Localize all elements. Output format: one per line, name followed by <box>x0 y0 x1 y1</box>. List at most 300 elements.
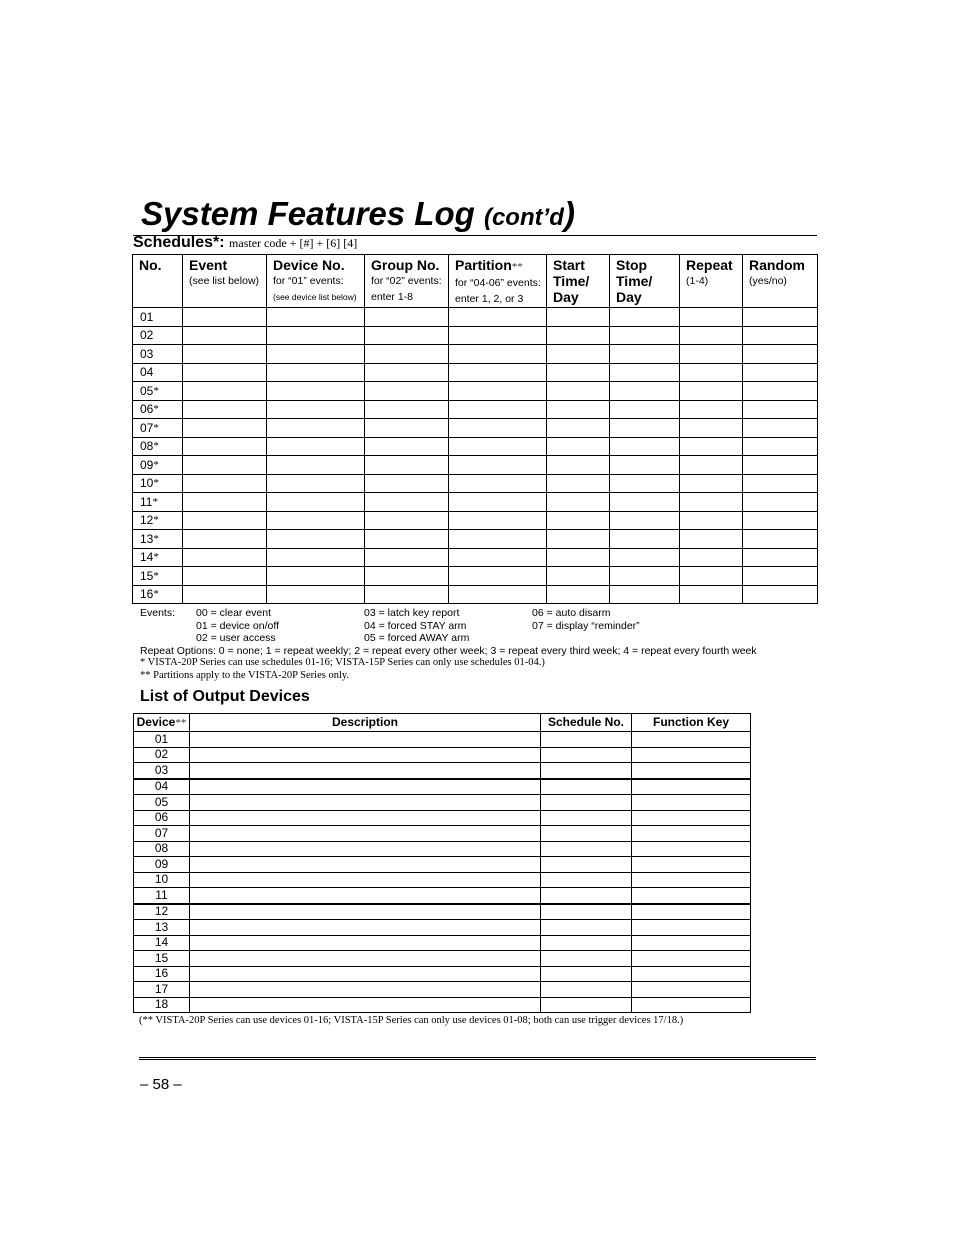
schedule-asterisk: * <box>153 551 159 564</box>
output-blank-cell <box>541 997 632 1013</box>
schedule-blank-cell <box>547 400 610 419</box>
schedule-blank-cell <box>183 419 267 438</box>
schedule-blank-cell <box>610 474 680 493</box>
output-blank-cell <box>541 951 632 967</box>
output-device-row <box>134 732 751 748</box>
output-blank-cell <box>541 763 632 779</box>
schedule-blank-cell <box>449 474 547 493</box>
schedule-blank-cell <box>267 493 365 512</box>
output-devices-title: List of Output Devices <box>140 688 310 705</box>
output-blank-cell <box>541 888 632 904</box>
schedule-blank-cell <box>680 511 743 530</box>
schedule-asterisk: * <box>153 588 159 601</box>
output-blank-cell <box>541 732 632 748</box>
event-item: 01 = device on/off <box>196 619 279 632</box>
schedule-row <box>133 511 818 530</box>
schedule-blank-cell <box>743 493 818 512</box>
output-blank-cell <box>190 732 541 748</box>
schedule-number: 08 <box>140 439 154 454</box>
col-start-time: Start Time/ Day <box>547 255 610 308</box>
schedule-blank-cell <box>267 419 365 438</box>
schedule-asterisk: * <box>153 569 159 582</box>
output-blank-cell <box>632 747 751 763</box>
schedule-blank-cell <box>183 567 267 586</box>
schedule-blank-cell <box>365 400 449 419</box>
schedule-blank-cell <box>547 308 610 327</box>
schedule-no-cell <box>133 456 183 475</box>
repeat-options: Repeat Options: 0 = none; 1 = repeat weekly; 2 = repeat every other week; 3 = repeat every third week; 4 = repeat every fourth week <box>140 644 757 657</box>
schedule-blank-cell <box>610 363 680 382</box>
output-blank-cell <box>190 997 541 1013</box>
schedule-blank-cell <box>449 493 547 512</box>
schedule-blank-cell <box>680 363 743 382</box>
output-device-row <box>134 795 751 811</box>
output-blank-cell <box>632 904 751 920</box>
schedule-number: 14 <box>140 550 154 565</box>
schedule-no-cell <box>133 511 183 530</box>
output-blank-cell <box>190 920 541 936</box>
output-blank-cell <box>632 951 751 967</box>
device-number: 11 <box>134 888 190 904</box>
schedule-blank-cell <box>183 308 267 327</box>
schedule-no-cell <box>133 308 183 327</box>
output-device-row <box>134 982 751 998</box>
output-blank-cell <box>190 951 541 967</box>
schedule-blank-cell <box>680 530 743 549</box>
schedule-no-cell <box>133 382 183 401</box>
device-number: 01 <box>134 732 190 748</box>
schedule-blank-cell <box>449 419 547 438</box>
schedule-blank-cell <box>449 345 547 364</box>
schedule-blank-cell <box>547 437 610 456</box>
output-blank-cell <box>632 779 751 795</box>
schedule-number: 13 <box>140 531 154 546</box>
schedule-blank-cell <box>547 530 610 549</box>
schedule-blank-cell <box>547 345 610 364</box>
schedule-asterisk: * <box>153 532 159 545</box>
schedule-blank-cell <box>680 437 743 456</box>
event-item: 03 = latch key report <box>364 607 460 619</box>
schedule-blank-cell <box>610 567 680 586</box>
schedule-blank-cell <box>547 456 610 475</box>
output-blank-cell <box>541 966 632 982</box>
device-number: 13 <box>134 920 190 936</box>
schedule-blank-cell <box>743 308 818 327</box>
output-blank-cell <box>632 763 751 779</box>
schedule-blank-cell <box>267 567 365 586</box>
output-device-row <box>134 857 751 873</box>
schedules-legend <box>140 607 820 682</box>
schedule-no-cell <box>133 530 183 549</box>
schedule-number: 02 <box>140 328 154 343</box>
schedule-number: 12 <box>140 513 154 528</box>
schedule-row <box>133 567 818 586</box>
schedule-blank-cell <box>365 437 449 456</box>
schedule-blank-cell <box>743 419 818 438</box>
output-blank-cell <box>190 841 541 857</box>
output-blank-cell <box>632 810 751 826</box>
output-blank-cell <box>190 904 541 920</box>
device-number: 07 <box>134 826 190 842</box>
schedule-row <box>133 437 818 456</box>
partition-note: ** Partitions apply to the VISTA-20P Series only. <box>140 669 350 681</box>
schedule-blank-cell <box>610 419 680 438</box>
output-device-row <box>134 935 751 951</box>
schedule-blank-cell <box>365 326 449 345</box>
schedule-blank-cell <box>547 493 610 512</box>
output-blank-cell <box>190 888 541 904</box>
schedule-no-cell <box>133 419 183 438</box>
schedule-blank-cell <box>743 437 818 456</box>
output-blank-cell <box>541 982 632 998</box>
output-blank-cell <box>632 935 751 951</box>
output-header-row <box>134 714 751 732</box>
output-device-row <box>134 904 751 920</box>
output-blank-cell <box>632 888 751 904</box>
schedule-blank-cell <box>449 400 547 419</box>
schedule-number: 09 <box>140 457 154 472</box>
schedule-blank-cell <box>680 548 743 567</box>
output-blank-cell <box>541 857 632 873</box>
device-number: 17 <box>134 982 190 998</box>
schedule-blank-cell <box>449 308 547 327</box>
output-blank-cell <box>190 857 541 873</box>
schedule-row <box>133 382 818 401</box>
schedule-blank-cell <box>743 474 818 493</box>
output-blank-cell <box>541 795 632 811</box>
output-blank-cell <box>541 872 632 888</box>
events-label: Events: <box>140 607 176 619</box>
schedule-blank-cell <box>610 530 680 549</box>
schedule-asterisk: * <box>153 384 159 397</box>
schedule-blank-cell <box>183 548 267 567</box>
schedule-no-cell <box>133 548 183 567</box>
schedule-blank-cell <box>610 326 680 345</box>
schedule-blank-cell <box>449 511 547 530</box>
output-blank-cell <box>190 826 541 842</box>
schedule-blank-cell <box>610 456 680 475</box>
schedule-blank-cell <box>610 511 680 530</box>
output-device-row <box>134 872 751 888</box>
output-blank-cell <box>632 826 751 842</box>
schedule-no-cell <box>133 437 183 456</box>
col-device: Device** <box>134 714 190 732</box>
schedule-blank-cell <box>743 530 818 549</box>
output-blank-cell <box>632 997 751 1013</box>
device-number: 10 <box>134 872 190 888</box>
schedule-blank-cell <box>365 493 449 512</box>
schedule-asterisk: * <box>153 514 159 527</box>
schedule-blank-cell <box>267 585 365 604</box>
schedule-number: 01 <box>140 309 154 324</box>
device-number: 03 <box>134 763 190 779</box>
output-blank-cell <box>541 920 632 936</box>
title-suffix: (cont’d <box>483 204 564 231</box>
device-number: 06 <box>134 810 190 826</box>
schedule-row <box>133 456 818 475</box>
schedule-blank-cell <box>610 437 680 456</box>
output-blank-cell <box>541 747 632 763</box>
schedule-blank-cell <box>743 363 818 382</box>
output-devices-table <box>133 713 751 1013</box>
schedule-blank-cell <box>267 511 365 530</box>
schedule-number: 11 <box>140 494 153 509</box>
output-blank-cell <box>632 920 751 936</box>
schedule-blank-cell <box>267 437 365 456</box>
schedule-row <box>133 548 818 567</box>
schedule-blank-cell <box>365 345 449 364</box>
schedule-blank-cell <box>365 419 449 438</box>
output-device-row <box>134 997 751 1013</box>
device-number: 15 <box>134 951 190 967</box>
schedule-blank-cell <box>610 400 680 419</box>
schedule-blank-cell <box>365 585 449 604</box>
output-blank-cell <box>190 763 541 779</box>
schedule-blank-cell <box>183 530 267 549</box>
schedule-blank-cell <box>449 548 547 567</box>
schedule-blank-cell <box>680 326 743 345</box>
event-item: 06 = auto disarm <box>532 607 611 619</box>
schedule-number: 03 <box>140 346 154 361</box>
schedule-blank-cell <box>547 511 610 530</box>
schedule-blank-cell <box>547 382 610 401</box>
title-close: ) <box>563 195 575 232</box>
schedules-code: master code + [#] + [6] [4] <box>229 236 358 250</box>
event-item: 05 = forced AWAY arm <box>364 632 470 644</box>
schedule-blank-cell <box>743 548 818 567</box>
schedule-blank-cell <box>547 548 610 567</box>
event-item: 04 = forced STAY arm <box>364 619 467 632</box>
schedule-blank-cell <box>267 474 365 493</box>
schedule-blank-cell <box>267 345 365 364</box>
schedule-no-cell <box>133 567 183 586</box>
schedule-row <box>133 474 818 493</box>
schedule-blank-cell <box>267 326 365 345</box>
schedule-blank-cell <box>449 585 547 604</box>
events-list <box>140 607 820 645</box>
schedule-blank-cell <box>743 400 818 419</box>
schedule-blank-cell <box>449 530 547 549</box>
col-no: No. <box>133 255 183 308</box>
schedule-number: 07 <box>140 420 154 435</box>
output-blank-cell <box>541 826 632 842</box>
schedule-blank-cell <box>183 400 267 419</box>
schedule-blank-cell <box>743 585 818 604</box>
device-number: 12 <box>134 904 190 920</box>
output-blank-cell <box>190 966 541 982</box>
schedule-blank-cell <box>365 567 449 586</box>
schedule-blank-cell <box>183 456 267 475</box>
output-blank-cell <box>190 747 541 763</box>
col-group-no: Group No. for “02” events: enter 1-8 <box>365 255 449 308</box>
schedule-blank-cell <box>680 585 743 604</box>
col-device-no: Device No. for “01” events: (see device list below) <box>267 255 365 308</box>
col-stop-time: Stop Time/ Day <box>610 255 680 308</box>
schedule-number: 05 <box>140 383 154 398</box>
schedule-row <box>133 326 818 345</box>
schedule-blank-cell <box>680 567 743 586</box>
col-function-key: Function Key <box>632 714 751 732</box>
schedule-blank-cell <box>743 345 818 364</box>
schedules-table <box>132 254 818 604</box>
device-number: 09 <box>134 857 190 873</box>
schedule-number: 15 <box>140 568 154 583</box>
schedule-blank-cell <box>267 363 365 382</box>
output-blank-cell <box>632 966 751 982</box>
output-blank-cell <box>190 935 541 951</box>
output-device-row <box>134 920 751 936</box>
output-device-row <box>134 966 751 982</box>
schedule-row <box>133 345 818 364</box>
schedule-blank-cell <box>680 493 743 512</box>
col-partition: Partition** for “04-06” events: enter 1, 2, or 3 <box>449 255 547 308</box>
schedule-blank-cell <box>680 456 743 475</box>
schedule-blank-cell <box>365 456 449 475</box>
schedule-no-cell <box>133 493 183 512</box>
col-random: Random (yes/no) <box>743 255 818 308</box>
schedule-blank-cell <box>365 308 449 327</box>
schedule-blank-cell <box>547 363 610 382</box>
schedule-blank-cell <box>680 382 743 401</box>
schedule-blank-cell <box>267 548 365 567</box>
schedule-blank-cell <box>267 308 365 327</box>
device-number: 14 <box>134 935 190 951</box>
schedule-blank-cell <box>183 382 267 401</box>
schedule-blank-cell <box>449 567 547 586</box>
schedule-no-cell <box>133 585 183 604</box>
schedule-blank-cell <box>183 474 267 493</box>
output-device-row <box>134 888 751 904</box>
schedule-blank-cell <box>610 548 680 567</box>
output-device-row <box>134 951 751 967</box>
output-device-row <box>134 763 751 779</box>
schedule-blank-cell <box>610 382 680 401</box>
schedule-blank-cell <box>183 363 267 382</box>
output-blank-cell <box>541 810 632 826</box>
schedule-blank-cell <box>680 308 743 327</box>
schedule-blank-cell <box>680 345 743 364</box>
page-title: System Features Log (cont’d) <box>141 195 575 232</box>
output-device-row <box>134 826 751 842</box>
schedule-blank-cell <box>183 585 267 604</box>
schedule-blank-cell <box>449 326 547 345</box>
schedule-blank-cell <box>183 511 267 530</box>
schedule-blank-cell <box>743 567 818 586</box>
col-schedule-no: Schedule No. <box>541 714 632 732</box>
schedule-no-cell <box>133 400 183 419</box>
schedule-row <box>133 308 818 327</box>
device-number: 18 <box>134 997 190 1013</box>
event-item: 02 = user access <box>196 632 276 644</box>
col-description: Description <box>190 714 541 732</box>
schedule-blank-cell <box>365 530 449 549</box>
schedule-asterisk: * <box>153 421 159 434</box>
output-blank-cell <box>632 872 751 888</box>
output-blank-cell <box>632 857 751 873</box>
schedule-blank-cell <box>743 456 818 475</box>
schedule-blank-cell <box>610 345 680 364</box>
schedule-blank-cell <box>267 456 365 475</box>
output-blank-cell <box>632 732 751 748</box>
output-blank-cell <box>632 982 751 998</box>
event-item: 07 = display “reminder” <box>532 619 640 632</box>
output-blank-cell <box>190 872 541 888</box>
output-blank-cell <box>632 841 751 857</box>
schedule-number: 06 <box>140 402 154 417</box>
schedule-blank-cell <box>743 326 818 345</box>
output-device-row <box>134 810 751 826</box>
schedule-blank-cell <box>610 585 680 604</box>
device-number: 05 <box>134 795 190 811</box>
schedules-header-row <box>133 255 818 308</box>
output-device-row <box>134 747 751 763</box>
schedule-number: 10 <box>140 476 154 491</box>
schedule-asterisk: * <box>153 458 159 471</box>
schedule-no-cell <box>133 474 183 493</box>
schedule-blank-cell <box>365 511 449 530</box>
schedule-blank-cell <box>365 363 449 382</box>
schedule-note: * VISTA-20P Series can use schedules 01-16; VISTA-15P Series can only use schedules 01-04.) <box>140 657 545 668</box>
schedule-no-cell <box>133 363 183 382</box>
schedule-blank-cell <box>680 474 743 493</box>
output-blank-cell <box>190 779 541 795</box>
output-blank-cell <box>541 904 632 920</box>
event-item: 00 = clear event <box>196 607 272 619</box>
schedule-row <box>133 530 818 549</box>
schedule-blank-cell <box>547 419 610 438</box>
col-repeat: Repeat (1-4) <box>680 255 743 308</box>
output-devices-note: (** VISTA-20P Series can use devices 01-16; VISTA-15P Series can only use devices 01-08; both can use trigger devices 17/18.) <box>139 1015 684 1026</box>
schedule-blank-cell <box>183 326 267 345</box>
schedule-blank-cell <box>743 511 818 530</box>
schedule-asterisk: * <box>153 477 159 490</box>
device-number: 04 <box>134 779 190 795</box>
output-blank-cell <box>632 795 751 811</box>
schedule-no-cell <box>133 326 183 345</box>
schedule-blank-cell <box>267 382 365 401</box>
schedule-blank-cell <box>183 437 267 456</box>
output-blank-cell <box>541 935 632 951</box>
schedule-blank-cell <box>610 493 680 512</box>
output-device-row <box>134 779 751 795</box>
output-blank-cell <box>541 841 632 857</box>
schedule-blank-cell <box>547 326 610 345</box>
schedule-blank-cell <box>267 400 365 419</box>
schedule-blank-cell <box>610 308 680 327</box>
device-number: 02 <box>134 747 190 763</box>
schedule-blank-cell <box>680 419 743 438</box>
output-blank-cell <box>541 779 632 795</box>
schedule-blank-cell <box>449 363 547 382</box>
page-number: – 58 – <box>140 1076 182 1093</box>
schedule-blank-cell <box>449 382 547 401</box>
schedule-blank-cell <box>680 400 743 419</box>
schedule-blank-cell <box>365 474 449 493</box>
schedule-row <box>133 400 818 419</box>
output-blank-cell <box>190 982 541 998</box>
schedule-row <box>133 585 818 604</box>
schedule-blank-cell <box>267 530 365 549</box>
schedule-row <box>133 363 818 382</box>
schedule-blank-cell <box>449 437 547 456</box>
schedule-asterisk: * <box>153 403 159 416</box>
footer-rule <box>139 1057 816 1060</box>
col-event: Event (see list below) <box>183 255 267 308</box>
schedule-blank-cell <box>365 382 449 401</box>
output-blank-cell <box>190 795 541 811</box>
schedule-blank-cell <box>183 493 267 512</box>
schedule-blank-cell <box>547 567 610 586</box>
